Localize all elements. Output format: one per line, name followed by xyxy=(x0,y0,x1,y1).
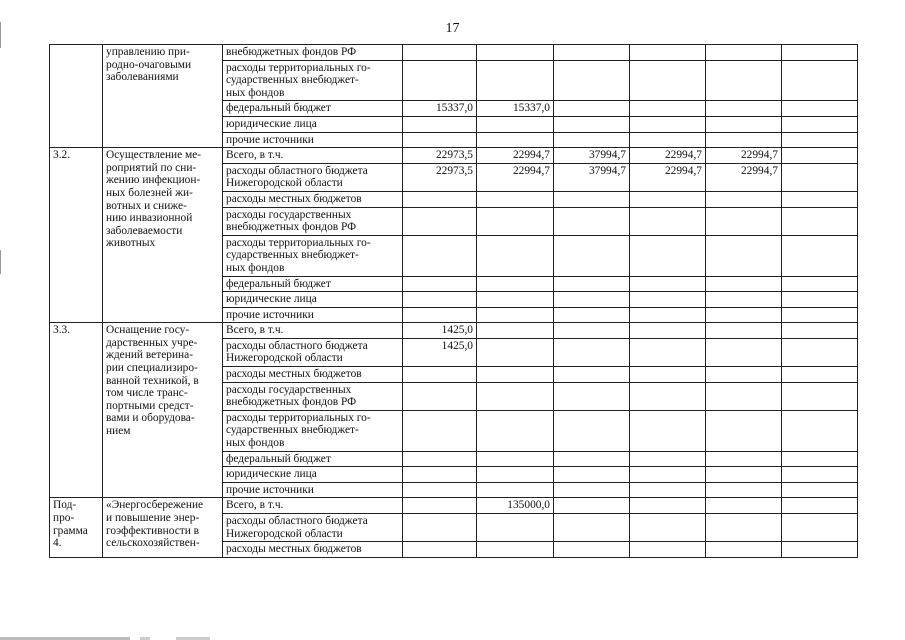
extra-column-cell xyxy=(782,410,858,451)
amount-cell xyxy=(477,45,554,61)
amount-cell xyxy=(554,482,630,498)
amount-cell xyxy=(630,235,706,276)
funding-source: расходы территориальных го- сударственных внебюджет- ных фондов xyxy=(223,410,403,451)
extra-column-cell xyxy=(782,45,858,61)
amount-cell: 135000,0 xyxy=(477,498,554,514)
funding-source: внебюджетных фондов РФ xyxy=(223,45,403,61)
page-number: 17 xyxy=(445,21,460,36)
amount-cell xyxy=(477,482,554,498)
funding-source: прочие источники xyxy=(223,132,403,148)
amount-cell xyxy=(706,338,782,366)
amount-cell: 37994,7 xyxy=(554,148,630,164)
amount-cell xyxy=(630,498,706,514)
amount-cell xyxy=(477,382,554,410)
table-row xyxy=(50,148,858,164)
amount-cell xyxy=(477,323,554,339)
amount-cell xyxy=(403,482,477,498)
amount-cell xyxy=(477,60,554,101)
amount-cell: 22994,7 xyxy=(630,148,706,164)
amount-cell xyxy=(554,338,630,366)
extra-column-cell xyxy=(782,367,858,383)
amount-cell xyxy=(630,323,706,339)
amount-cell xyxy=(706,235,782,276)
amount-cell xyxy=(477,132,554,148)
amount-cell xyxy=(630,367,706,383)
extra-column-cell xyxy=(782,148,858,164)
amount-cell xyxy=(403,451,477,467)
funding-source: федеральный бюджет xyxy=(223,451,403,467)
amount-cell xyxy=(554,60,630,101)
amount-cell xyxy=(403,410,477,451)
amount-cell xyxy=(630,307,706,323)
amount-cell xyxy=(477,307,554,323)
extra-column-cell xyxy=(782,191,858,207)
amount-cell xyxy=(554,292,630,308)
extra-column-cell xyxy=(782,482,858,498)
amount-cell xyxy=(403,367,477,383)
scan-edge-mark xyxy=(0,250,1,274)
funding-source: Всего, в т.ч. xyxy=(223,498,403,514)
amount-cell xyxy=(706,382,782,410)
funding-source: расходы местных бюджетов xyxy=(223,367,403,383)
extra-column-cell xyxy=(782,323,858,339)
amount-cell xyxy=(706,191,782,207)
extra-column-cell xyxy=(782,101,858,117)
amount-cell xyxy=(403,542,477,558)
item-number: 3.3. xyxy=(50,323,103,498)
extra-column-cell xyxy=(782,235,858,276)
amount-cell xyxy=(403,498,477,514)
funding-source: юридические лица xyxy=(223,292,403,308)
item-number xyxy=(50,45,103,148)
amount-cell xyxy=(630,292,706,308)
funding-source: расходы территориальных го- сударственных внебюджет- ных фондов xyxy=(223,235,403,276)
amount-cell xyxy=(477,514,554,542)
item-name: Оснащение госу- дарственных учре- ждений ветерина- рии специализиро- ванной техникой, в том числе транс- портными средст- вами и оборудова- нием xyxy=(103,323,223,498)
extra-column-cell xyxy=(782,292,858,308)
extra-column-cell xyxy=(782,542,858,558)
funding-source: расходы государственных внебюджетных фондов РФ xyxy=(223,207,403,235)
funding-source: расходы областного бюджета Нижегородской области xyxy=(223,338,403,366)
table-row xyxy=(50,498,858,514)
amount-cell xyxy=(706,482,782,498)
amount-cell xyxy=(706,207,782,235)
amount-cell xyxy=(403,207,477,235)
amount-cell xyxy=(630,116,706,132)
budget-table xyxy=(49,44,858,558)
extra-column-cell xyxy=(782,207,858,235)
amount-cell xyxy=(477,207,554,235)
amount-cell xyxy=(630,276,706,292)
amount-cell xyxy=(554,101,630,117)
extra-column-cell xyxy=(782,163,858,191)
funding-source: федеральный бюджет xyxy=(223,101,403,117)
funding-source: прочие источники xyxy=(223,307,403,323)
extra-column-cell xyxy=(782,467,858,483)
amount-cell xyxy=(554,191,630,207)
amount-cell: 22973,5 xyxy=(403,148,477,164)
amount-cell xyxy=(706,514,782,542)
amount-cell xyxy=(403,60,477,101)
amount-cell xyxy=(403,116,477,132)
amount-cell xyxy=(706,367,782,383)
amount-cell xyxy=(706,132,782,148)
amount-cell xyxy=(706,323,782,339)
amount-cell xyxy=(630,45,706,61)
funding-source: Всего, в т.ч. xyxy=(223,148,403,164)
amount-cell xyxy=(630,514,706,542)
amount-cell xyxy=(477,235,554,276)
item-number: 3.2. xyxy=(50,148,103,323)
amount-cell xyxy=(477,116,554,132)
amount-cell xyxy=(403,467,477,483)
amount-cell xyxy=(403,292,477,308)
amount-cell: 1425,0 xyxy=(403,323,477,339)
amount-cell xyxy=(630,410,706,451)
amount-cell xyxy=(706,101,782,117)
amount-cell: 15337,0 xyxy=(477,101,554,117)
amount-cell: 22994,7 xyxy=(630,163,706,191)
extra-column-cell xyxy=(782,451,858,467)
amount-cell xyxy=(706,45,782,61)
funding-source: юридические лица xyxy=(223,116,403,132)
amount-cell xyxy=(706,542,782,558)
amount-cell xyxy=(477,467,554,483)
amount-cell: 22994,7 xyxy=(706,163,782,191)
amount-cell xyxy=(554,235,630,276)
amount-cell: 22994,7 xyxy=(477,148,554,164)
amount-cell xyxy=(477,410,554,451)
amount-cell xyxy=(630,132,706,148)
amount-cell xyxy=(706,498,782,514)
amount-cell xyxy=(403,382,477,410)
extra-column-cell xyxy=(782,132,858,148)
amount-cell xyxy=(630,467,706,483)
amount-cell xyxy=(554,45,630,61)
amount-cell: 22973,5 xyxy=(403,163,477,191)
item-name: «Энергосбережение и повышение энер- гоэффективности в сельскохозяйствен- xyxy=(103,498,223,557)
amount-cell xyxy=(630,451,706,467)
amount-cell xyxy=(403,235,477,276)
extra-column-cell xyxy=(782,338,858,366)
funding-source: федеральный бюджет xyxy=(223,276,403,292)
amount-cell xyxy=(706,467,782,483)
amount-cell xyxy=(403,276,477,292)
funding-source: расходы местных бюджетов xyxy=(223,542,403,558)
extra-column-cell xyxy=(782,498,858,514)
amount-cell xyxy=(630,207,706,235)
amount-cell xyxy=(706,410,782,451)
amount-cell xyxy=(554,410,630,451)
extra-column-cell xyxy=(782,60,858,101)
amount-cell xyxy=(706,276,782,292)
amount-cell xyxy=(630,60,706,101)
extra-column-cell xyxy=(782,382,858,410)
table-row xyxy=(50,45,858,61)
funding-source: прочие источники xyxy=(223,482,403,498)
funding-source: расходы областного бюджета Нижегородской области xyxy=(223,163,403,191)
amount-cell xyxy=(630,101,706,117)
amount-cell xyxy=(554,116,630,132)
extra-column-cell xyxy=(782,116,858,132)
amount-cell xyxy=(706,60,782,101)
amount-cell xyxy=(554,542,630,558)
funding-source: расходы государственных внебюджетных фондов РФ xyxy=(223,382,403,410)
amount-cell xyxy=(706,292,782,308)
amount-cell xyxy=(706,116,782,132)
amount-cell: 22994,7 xyxy=(477,163,554,191)
amount-cell xyxy=(477,338,554,366)
amount-cell xyxy=(477,451,554,467)
amount-cell xyxy=(630,191,706,207)
amount-cell xyxy=(554,132,630,148)
amount-cell xyxy=(477,292,554,308)
funding-source: расходы территориальных го- сударственных внебюджет- ных фондов xyxy=(223,60,403,101)
amount-cell xyxy=(403,307,477,323)
amount-cell xyxy=(554,451,630,467)
amount-cell: 37994,7 xyxy=(554,163,630,191)
item-name: Осуществление ме- роприятий по сни- жению инфекцион- ных болезней жи- вотных и сниже- нию инвазионной заболеваемости животных xyxy=(103,148,223,323)
amount-cell xyxy=(403,45,477,61)
amount-cell xyxy=(403,514,477,542)
amount-cell xyxy=(554,498,630,514)
extra-column-cell xyxy=(782,307,858,323)
amount-cell xyxy=(630,338,706,366)
amount-cell xyxy=(630,482,706,498)
amount-cell xyxy=(477,542,554,558)
funding-source: юридические лица xyxy=(223,467,403,483)
amount-cell xyxy=(477,367,554,383)
amount-cell xyxy=(477,191,554,207)
amount-cell: 22994,7 xyxy=(706,148,782,164)
amount-cell xyxy=(554,276,630,292)
amount-cell xyxy=(403,191,477,207)
amount-cell xyxy=(554,514,630,542)
amount-cell xyxy=(706,307,782,323)
amount-cell xyxy=(554,382,630,410)
funding-source: расходы областного бюджета Нижегородской области xyxy=(223,514,403,542)
funding-source: расходы местных бюджетов xyxy=(223,191,403,207)
amount-cell xyxy=(403,132,477,148)
funding-source: Всего, в т.ч. xyxy=(223,323,403,339)
scan-edge-mark xyxy=(0,22,1,48)
amount-cell xyxy=(554,207,630,235)
amount-cell: 15337,0 xyxy=(403,101,477,117)
item-name: управлению при- родно-очаговыми заболеваниями xyxy=(103,45,223,148)
amount-cell xyxy=(706,451,782,467)
amount-cell xyxy=(554,367,630,383)
amount-cell xyxy=(554,467,630,483)
extra-column-cell xyxy=(782,276,858,292)
amount-cell xyxy=(554,323,630,339)
table-row xyxy=(50,323,858,339)
extra-column-cell xyxy=(782,514,858,542)
amount-cell xyxy=(477,276,554,292)
item-number: Под- про- грамма 4. xyxy=(50,498,103,557)
amount-cell xyxy=(554,307,630,323)
amount-cell xyxy=(630,542,706,558)
amount-cell xyxy=(630,382,706,410)
amount-cell: 1425,0 xyxy=(403,338,477,366)
